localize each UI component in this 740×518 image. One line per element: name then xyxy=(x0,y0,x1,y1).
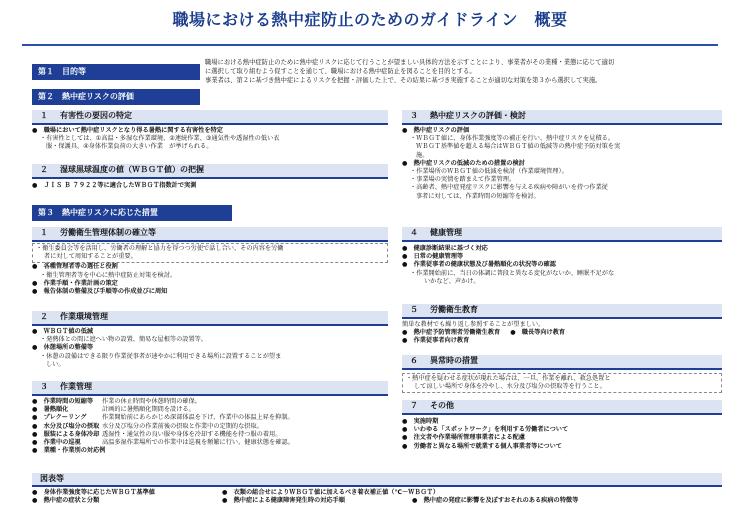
box-number: ２ xyxy=(40,165,48,175)
bullet: ● 日常の健康管理等 xyxy=(402,253,464,261)
bullet: ● 報告体制の整備及び手順等の作成並びに周知 xyxy=(32,287,168,295)
work-management-row xyxy=(32,398,388,406)
detail: ・発熱体との間に遮へい物の設置、簡易な屋根等の設置等。 xyxy=(40,336,208,344)
detail: いかなど、声かけ。 xyxy=(424,277,480,285)
box-emergency-body xyxy=(402,373,722,393)
row-value: 作業開始前にあらかじめ深部体温を下げ、作業中の体温上昇を抑制。 xyxy=(102,414,294,422)
box-wbgt-body xyxy=(32,182,388,190)
box-title: 健康管理 xyxy=(430,228,462,238)
row-value: 計画的に暑熱順化期間を設ける。 xyxy=(102,406,195,414)
box-number: ３ xyxy=(410,111,418,121)
box-health-management-body xyxy=(402,245,722,286)
bullet: ● 労働者と異なる場所で就業する個人事業者等について xyxy=(402,442,562,450)
section-1-header: 第１ 目的等 xyxy=(32,64,200,80)
intro-line-2: に選択して取り組むよう促すことを通じて、職場における熱中症防止を図ることを目的とする。 xyxy=(205,68,476,76)
box-number: ５ xyxy=(410,305,418,315)
box-wbgt-header xyxy=(32,164,388,179)
row-value: 透湿性・通気性の良い服や身体を冷却する機能を持つ服の着用。 xyxy=(102,430,282,438)
detail: ・作業場所のＷＢＧＴ値の低減を検討（作業環境管理）。 xyxy=(410,167,568,175)
detail: ・ＷＢＧＴ値に、身体作業強度等の補正を行い、熱中症リスクを見積る。 xyxy=(410,135,615,143)
row-key: ● 作業時間の短縮等 xyxy=(32,398,94,405)
row-key: ● 服装による身体冷却 xyxy=(32,430,100,438)
detail: ・高齢者、熱中症発症リスクに影響を与える疾病や障がいを持つ作業従 xyxy=(410,184,608,192)
box-hazard-identification-header xyxy=(32,110,388,125)
note-box xyxy=(32,243,388,263)
row-key: ● 暑熱順化 xyxy=(32,406,69,414)
detail: ・熱中症を疑わせる症状が現れた場合は、一旦、作業を離れ、救急処置と xyxy=(406,375,611,382)
row-key: ● プレクーリング xyxy=(32,414,87,422)
bullet: ● 熱中症リスクの低減のための措置の検討 xyxy=(402,159,525,167)
box-number: １ xyxy=(40,228,48,238)
section-3-header: 第３ 熱中症リスクに応じた措置 xyxy=(32,205,232,221)
box-work-environment-body xyxy=(32,328,388,369)
box-risk-evaluation-body xyxy=(402,127,722,201)
title-divider xyxy=(22,44,718,46)
box-title: 熱中症リスクの評価・検討 xyxy=(430,111,526,121)
row-key: ● 作業中の巡視 xyxy=(32,438,81,446)
bullet: ● 実施時期 xyxy=(402,418,439,425)
figure-item: ● 熱中症の発症に影響を及ぼすおそれのある疾病の特徴等 xyxy=(412,497,579,505)
intro-line-1: 職場における熱中症防止のために熱中症リスクに応じて行うことが望ましい具体的方法を示すことにより、事業者がその業種・業態に応じて適切 xyxy=(205,59,615,66)
detail: ・事業場の実情を踏まえて作業管理。 xyxy=(410,176,516,184)
box-others-body xyxy=(402,418,722,451)
detail: 簡単な教材でも繰り返し参照することが望ましい。 xyxy=(402,321,545,328)
work-management-row xyxy=(32,423,388,431)
detail: ・休憩の設備はできる限り作業従事者が速やかに利用できる場所に設置することが望ま xyxy=(40,352,282,360)
box-title: その他 xyxy=(430,401,454,411)
box-health-management-header xyxy=(402,227,722,242)
detail: ＷＢＧＴ基準値を超える場合はＷＢＧＴ値の低減等の熱中症予防対策を実 xyxy=(416,143,621,151)
row-value: 高温多湿作業場所での作業中は巡視を頻繁に行い、健康状態を確認。 xyxy=(102,438,294,446)
bullet: ● ＪＩＳ Ｂ ７９２２等に適合したＷＢＧＴ指数計で実測 xyxy=(32,182,197,189)
bullet: ● ＷＢＧＴ値の低減 xyxy=(32,328,94,335)
box-work-management-header xyxy=(32,381,388,396)
work-management-row xyxy=(32,439,388,447)
detail: しい。 xyxy=(46,360,65,368)
bullet: ● 熱中症リスクの評価 xyxy=(402,127,470,134)
detail: ・衛生委員会等を活用し、労働者の理解と協力を得つつ労使で話し合い、その内容を労働 xyxy=(36,245,284,252)
box-number: ２ xyxy=(40,312,48,322)
figures-body xyxy=(32,489,722,505)
bullet: ● 各種管理者等の選任と役割 xyxy=(32,263,118,271)
box-work-management-body xyxy=(32,398,388,455)
box-education-header xyxy=(402,304,722,319)
figure-item: ● 熱中症の症状と分類 xyxy=(32,497,100,505)
bullet: ● 熱中症予防管理者労働衛生教育 xyxy=(402,329,501,337)
detail: 施。 xyxy=(416,151,429,159)
figure-item: ● 熱中症による健康障害発生時の対応手順 xyxy=(222,497,345,505)
figure-item: ● 衣類の組合せによりＷＢＧＴ値に加えるべき着衣補正値（℃－ＷＢＧＴ） xyxy=(222,489,440,496)
box-work-environment-header xyxy=(32,311,388,326)
box-title: 有害性の要因の特定 xyxy=(60,111,132,121)
box-education-body xyxy=(402,321,722,346)
work-management-row xyxy=(32,414,388,422)
bullet: ● 職長等向け教育 xyxy=(510,329,566,337)
bullet: ● 作業手順・作業計画の策定 xyxy=(32,279,118,287)
detail: 者に対して周知することが重要。 xyxy=(44,253,137,261)
detail: 事者に対しては、作業時間の短縮等を検討。 xyxy=(416,192,540,200)
bullet: ● 作業従事者の健康状態及び暑熱順化の状況等の確認 xyxy=(402,261,556,269)
figure-item: ● 身体作業強度等に応じたＷＢＧＴ基準値 xyxy=(32,489,155,496)
box-risk-evaluation-header xyxy=(402,110,722,125)
figures-title: 図表等 xyxy=(40,473,64,483)
box-number: ７ xyxy=(410,401,418,411)
box-others-header xyxy=(402,400,722,415)
bullet: ● いわゆる「スポットワーク」を利用する労働者について xyxy=(402,426,569,434)
intro-line-3: 事業者は、第２に基づき熱中症によるリスクを把握・評価した上で、その結果に基づき実施することが適切な対策を第３から選択して実施。 xyxy=(205,77,602,85)
bullet: ● 休憩場所の整備等 xyxy=(32,344,94,352)
detail: して涼しい場所で身体を冷やし、水分及び塩分の摂取等を行うこと。 xyxy=(414,383,606,391)
box-number: ３ xyxy=(40,382,48,392)
box-title: 異常時の措置 xyxy=(430,356,478,366)
box-title: 作業管理 xyxy=(60,382,92,392)
bullet: ● 業種・作業別の対応例 xyxy=(32,447,106,455)
bullet: ● 作業従事者向け教育 xyxy=(402,337,470,345)
box-management-system-body xyxy=(32,243,388,296)
box-title: 労働衛生管理体制の確立等 xyxy=(60,228,156,238)
detail: ・衛生管理者等を中心に熱中症防止対策を検討。 xyxy=(40,271,177,279)
page-title: 職場における熱中症防止のためのガイドライン 概要 xyxy=(172,10,568,30)
box-number: ６ xyxy=(410,356,418,366)
bullet: ● 健康診断結果に基づく対応 xyxy=(402,245,488,252)
detail: 服・保護具、④身体作業負荷の大きい作業 が挙げられる。 xyxy=(46,143,213,151)
box-emergency-header xyxy=(402,355,722,370)
figures-header xyxy=(32,473,722,487)
note-box xyxy=(402,373,722,393)
box-hazard-identification-body xyxy=(32,127,388,152)
box-title: 湿球黒球温度の値（ＷＢＧＴ値）の把握 xyxy=(60,165,204,175)
box-number: ４ xyxy=(410,228,418,238)
row-value: 水分及び塩分の作業前後の摂取と作業中の定期的な摂取。 xyxy=(102,422,263,430)
intro-text xyxy=(205,58,725,85)
bullet: ● 注文者や作業場所管理事業者による配慮 xyxy=(402,434,525,442)
work-management-row xyxy=(32,431,388,439)
box-title: 労働衛生教育 xyxy=(430,305,478,315)
bullet: ● 職場において熱中症リスクとなり得る暑熱に関する有害性を特定 xyxy=(32,127,223,134)
box-management-system-header xyxy=(32,227,388,242)
box-number: １ xyxy=(40,111,48,121)
section-2-header: 第２ 熱中症リスクの評価 xyxy=(32,89,200,105)
box-title: 作業環境管理 xyxy=(60,312,108,322)
detail: ・有害性としては、①高温・多湿な作業環境、②連続作業、③通気性や透湿性の低い衣 xyxy=(40,135,280,143)
detail: ・作業開始前に、当日の体調に普段と異なる変化がないか、睡眠不足がな xyxy=(410,269,615,277)
row-key: ● 水分及び塩分の摂取 xyxy=(32,422,100,430)
row-value: 作業の休止時間や休憩時間の確保。 xyxy=(102,398,201,405)
